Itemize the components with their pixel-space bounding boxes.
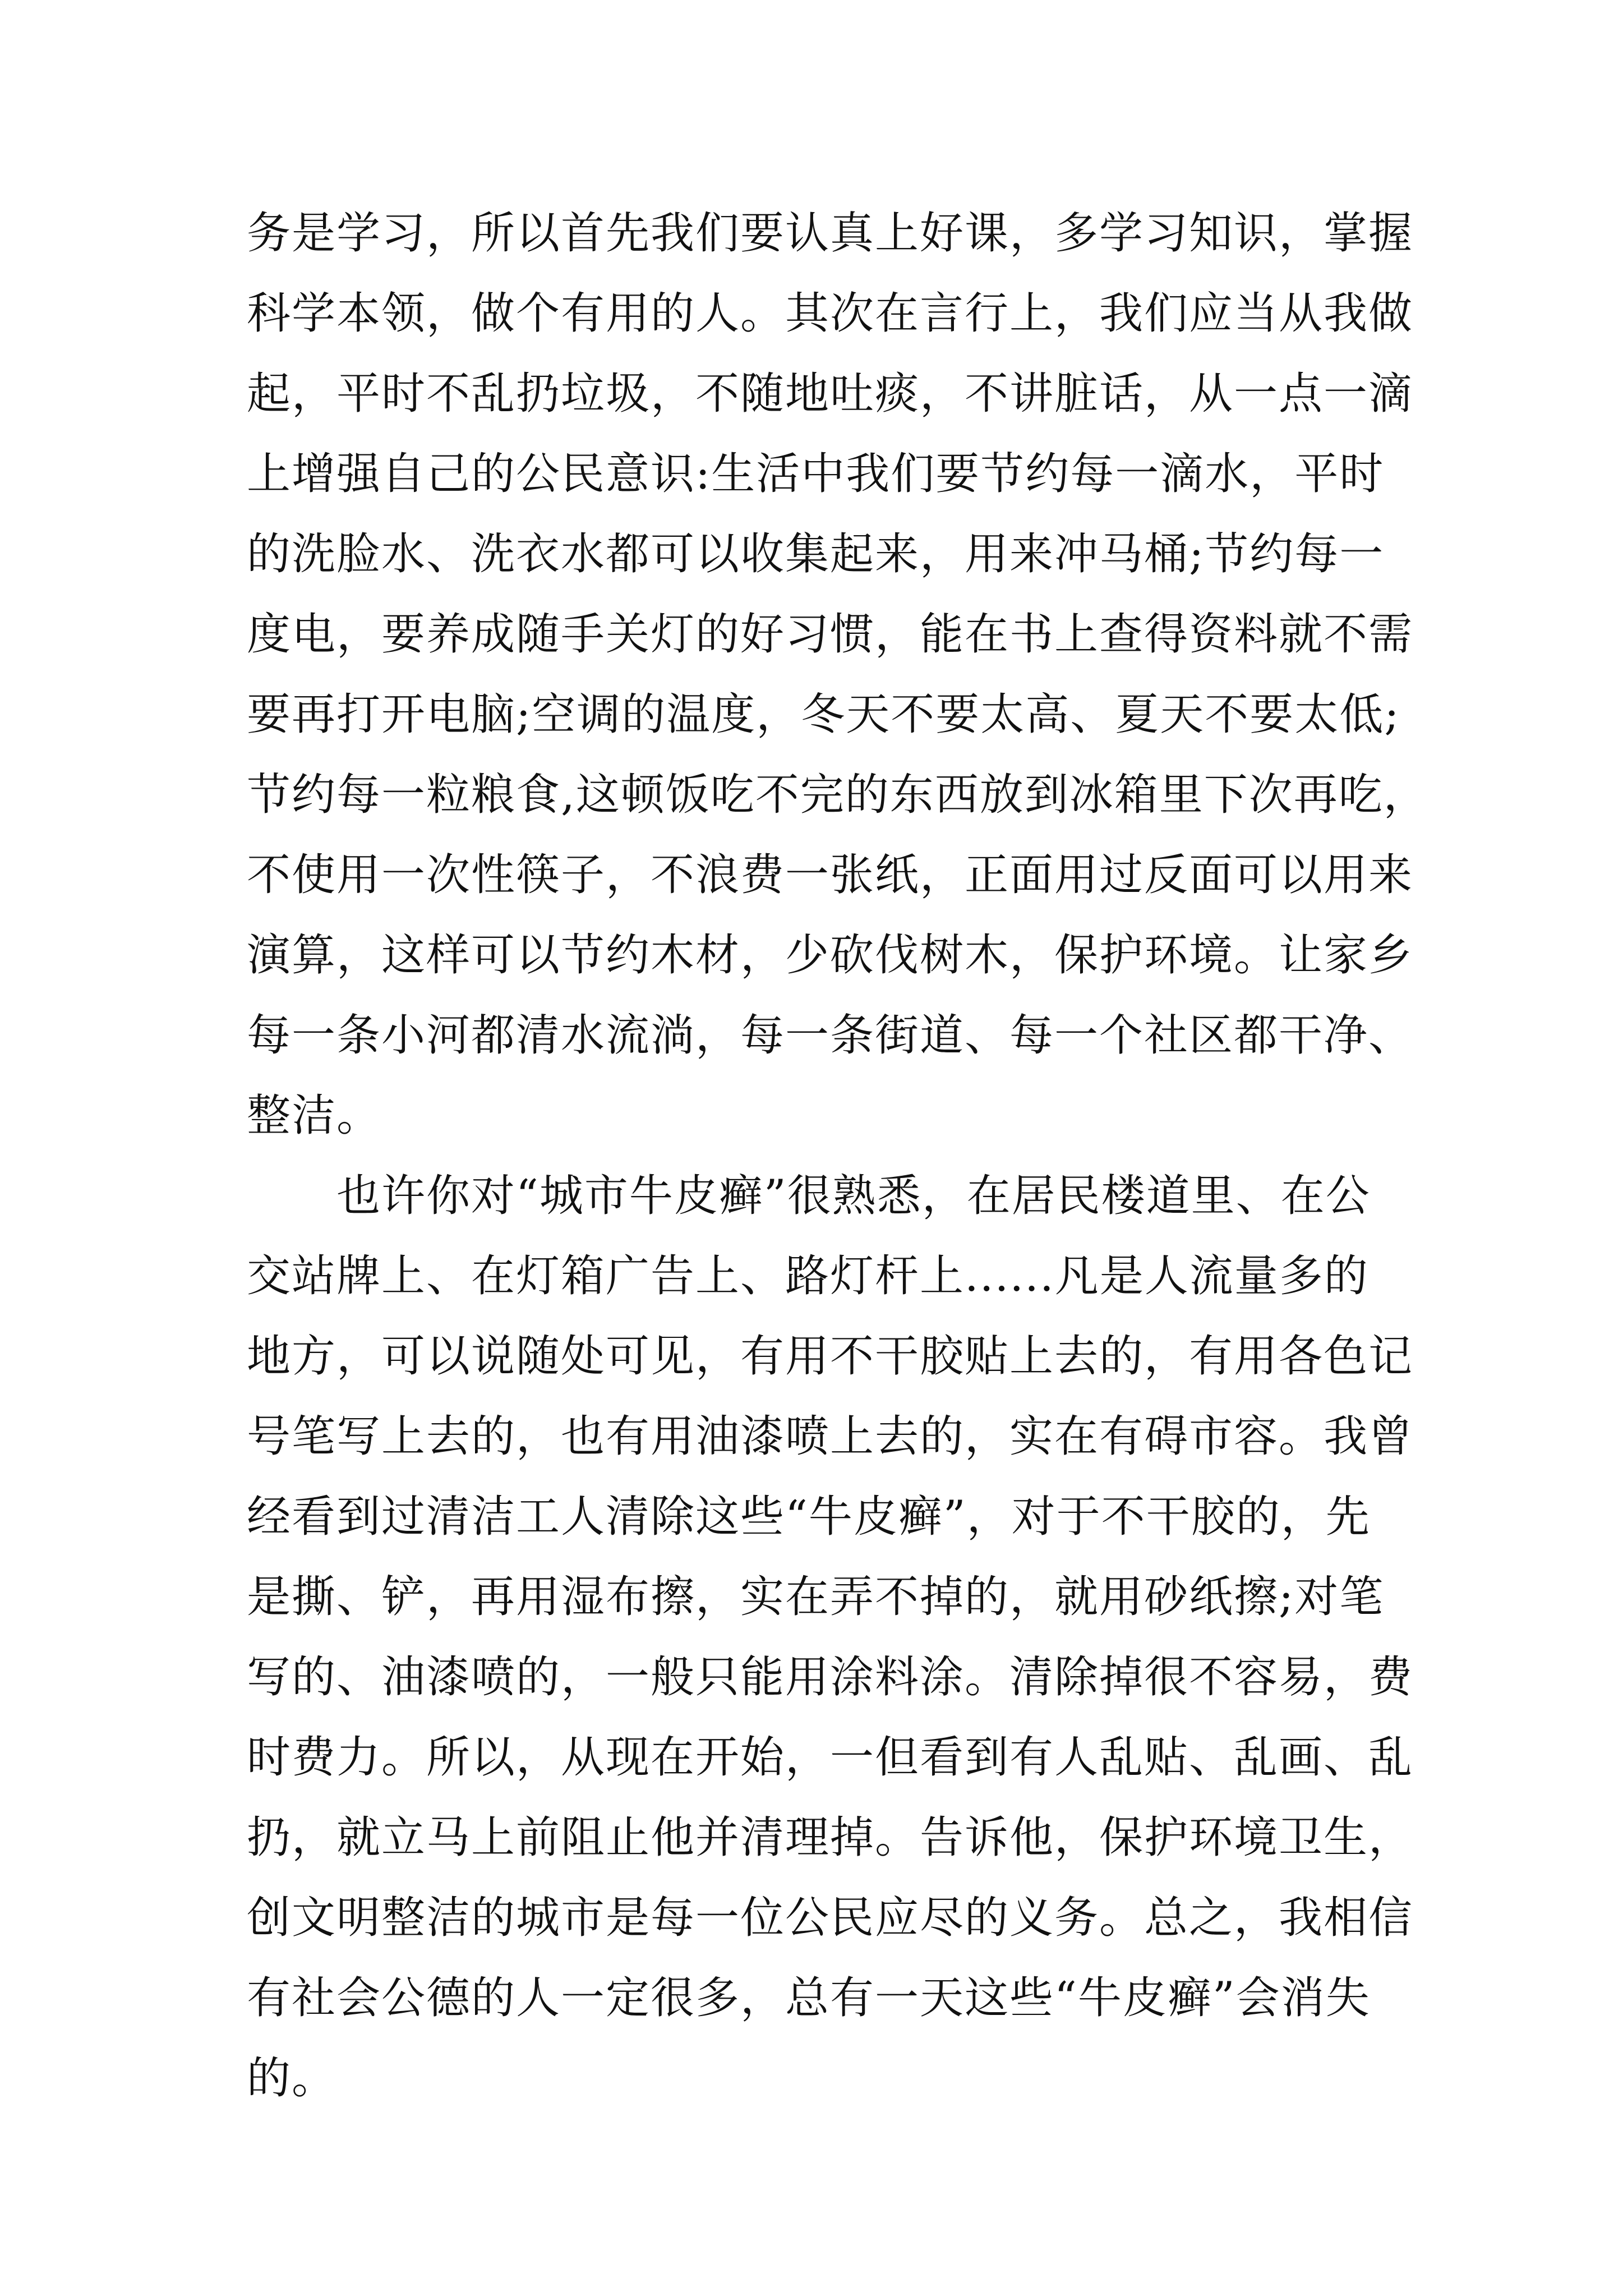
text-line: 交站牌上、在灯箱广告上、路灯杆上......凡是人流量多的: [247, 1251, 1369, 1301]
text-line: 扔，就立马上前阻止他并清理掉。告诉他，保护环境卫生，: [247, 1812, 1414, 1863]
text-line: 不使用一次性筷子，不浪费一张纸，正面用过反面可以用来: [247, 850, 1414, 900]
text-line: 经看到过清洁工人清除这些“牛皮癣”，对于不干胶的，先: [247, 1492, 1371, 1542]
text-line: 是撕、铲，再用湿布擦，实在弄不掉的，就用砂纸擦;对笔: [247, 1572, 1385, 1622]
text-line: 有社会公德的人一定很多，总有一天这些“牛皮癣”会消失: [247, 1973, 1371, 2023]
text-line: 度电，要养成随手关灯的好习惯，能在书上查得资料就不需: [247, 609, 1414, 660]
text-line: 演算，这样可以节约木材，少砍伐树木，保护环境。让家乡: [247, 930, 1414, 981]
text-line: 科学本领，做个有用的人。其次在言行上，我们应当从我做: [247, 288, 1414, 339]
text-line: 创文明整洁的城市是每一位公民应尽的义务。总之，我相信: [247, 1893, 1414, 1943]
body-text: [247, 194, 1428, 2119]
text-line: 整洁。: [247, 1091, 382, 1141]
text-line: 要再打开电脑;空调的温度，冬天不要太高、夏天不要太低;: [247, 689, 1400, 740]
text-line: 务是学习，所以首先我们要认真上好课，多学习知识，掌握: [247, 208, 1414, 259]
text-line: 的洗脸水、洗衣水都可以收集起来，用来冲马桶;节约每一: [247, 529, 1385, 579]
text-line: 写的、油漆喷的，一般只能用涂料涂。清除掉很不容易，费: [247, 1652, 1414, 1703]
text-line: 的。: [247, 2053, 337, 2104]
paragraph-2: [247, 1156, 1414, 2119]
text-line: 也许你对“城市牛皮癣”很熟悉，在居民楼道里、在公: [336, 1171, 1371, 1221]
text-line: 地方，可以说随处可见，有用不干胶贴上去的，有用各色记: [247, 1331, 1414, 1382]
text-line: 号笔写上去的，也有用油漆喷上去的，实在有碍市容。我曾: [247, 1411, 1414, 1462]
text-line: 节约每一粒粮食,这顿饭吃不完的东西放到冰箱里下次再吃，: [247, 770, 1428, 820]
text-line: 起，平时不乱扔垃圾，不随地吐痰，不讲脏话，从一点一滴: [247, 369, 1414, 419]
paragraph-1: [247, 194, 1428, 1156]
text-line: 上增强自己的公民意识:生活中我们要节约每一滴水，平时: [247, 449, 1385, 499]
text-line: 时费力。所以，从现在开始，一但看到有人乱贴、乱画、乱: [247, 1732, 1414, 1783]
text-line: 每一条小河都清水流淌，每一条街道、每一个社区都干净、: [247, 1010, 1414, 1061]
